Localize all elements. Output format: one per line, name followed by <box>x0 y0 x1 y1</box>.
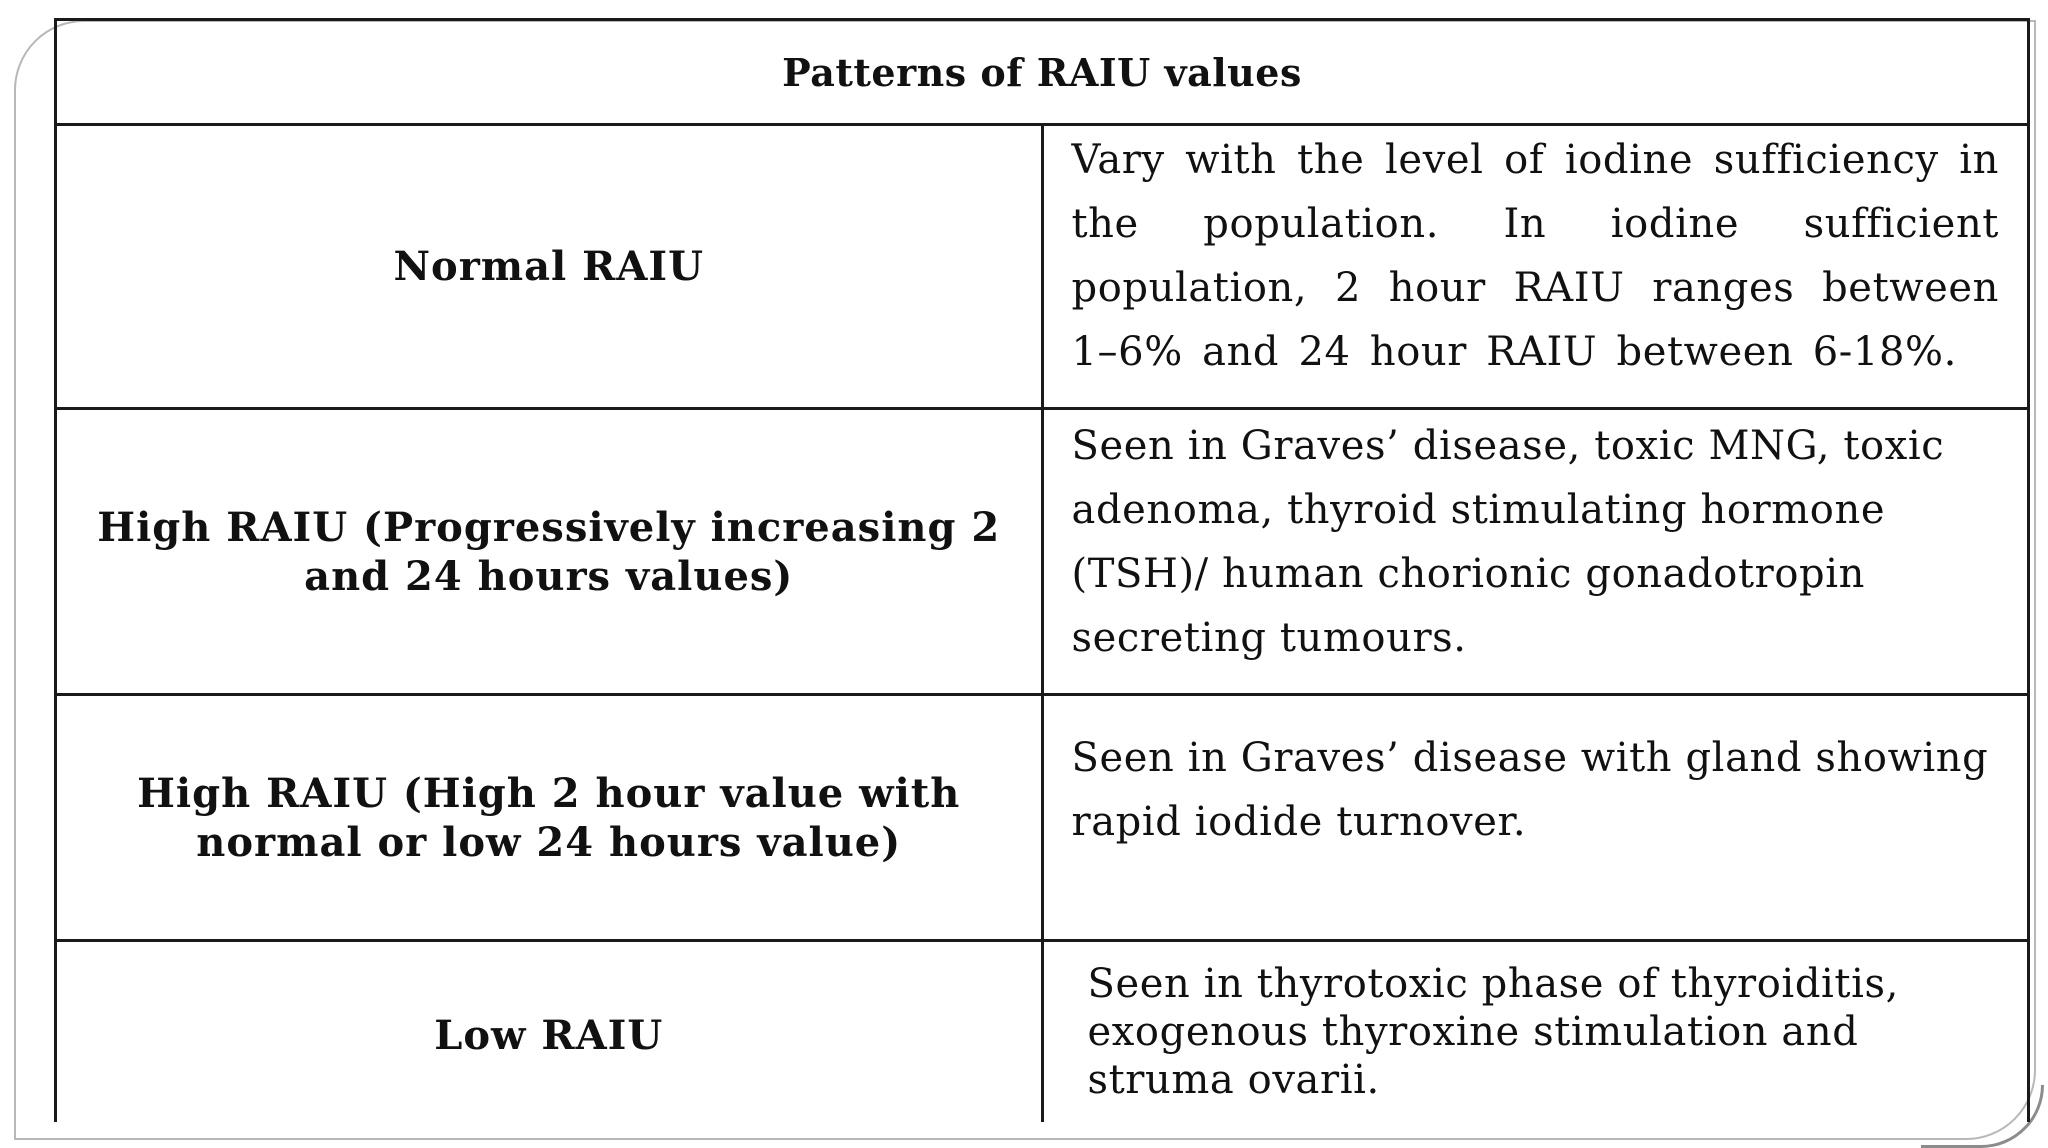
table-row <box>56 125 2029 409</box>
table-row <box>56 941 2029 1123</box>
row-label-low-raiu: Low RAIU <box>56 941 1043 1123</box>
row-description-high-raiu-progressive: Seen in Graves’ disease, toxic MNG, toxic adenoma, thyroid stimulating hormone (TSH)/ human chorionic gonadotropin secreting tumours. <box>1042 409 2029 695</box>
raiu-table-container <box>54 18 2030 1122</box>
table-row <box>56 409 2029 695</box>
table-row <box>56 695 2029 941</box>
raiu-patterns-table <box>54 18 2030 1122</box>
row-description-normal-raiu: Vary with the level of iodine sufficiency in the population. In iodine sufficient population, 2 hour RAIU ranges between 1–6% and 24 hour RAIU between 6-18%. <box>1042 125 2029 409</box>
row-label-high-raiu-progressive: High RAIU (Progressively increasing 2 and 24 hours values) <box>56 409 1043 695</box>
table-title: Patterns of RAIU values <box>56 20 2029 125</box>
row-description-high-raiu-rapid-turnover: Seen in Graves’ disease with gland showing rapid iodide turnover. <box>1042 695 2029 941</box>
table-title-row <box>56 20 2029 125</box>
row-label-normal-raiu: Normal RAIU <box>56 125 1043 409</box>
row-label-high-raiu-rapid-turnover: High RAIU (High 2 hour value with normal or low 24 hours value) <box>56 695 1043 941</box>
row-description-low-raiu: Seen in thyrotoxic phase of thyroiditis, exogenous thyroxine stimulation and struma ovarii. <box>1042 941 2029 1123</box>
